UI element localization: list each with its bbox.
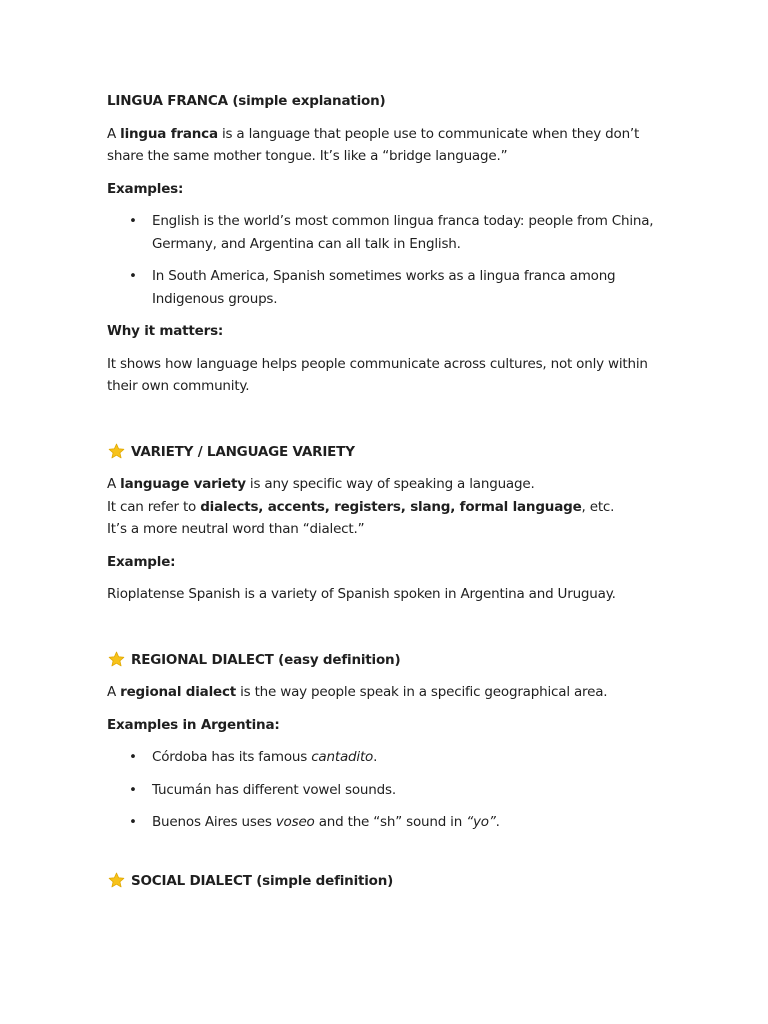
regional-dialect-definition: A regional dialect is the way people speak in a specific geographical area.: [107, 684, 608, 700]
bullet-icon: •: [129, 781, 137, 798]
lingua-franca-definition: A lingua franca is a language that people use to communicate when they don’t share the same mother tongue. It’s like a “bridge language.”: [107, 125, 640, 164]
lingua-franca-examples-label: Examples:: [107, 180, 184, 197]
star-icon: [107, 871, 126, 890]
list-item: • English is the world’s most common lingua franca today: people from China, Germany, and Argentina can all talk in English.: [107, 210, 662, 255]
variety-types-term: dialects, accents, registers, slang, formal language: [200, 498, 582, 515]
document-page: [107, 90, 662, 902]
variety-heading: VARIETY / LANGUAGE VARIETY: [107, 441, 662, 464]
lingua-franca-term: lingua franca: [120, 125, 218, 142]
lingua-franca-heading: LINGUA FRANCA (simple explanation): [107, 93, 386, 109]
bullet-icon: •: [129, 268, 137, 284]
list-item: • Buenos Aires uses voseo and the “sh” sound in “yo”.: [107, 811, 662, 834]
variety-definition-line2: It can refer to dialects, accents, registers, slang, formal language, etc.: [107, 498, 615, 515]
list-item: • Córdoba has its famous cantadito.: [107, 746, 662, 769]
bullet-icon: •: [129, 814, 137, 830]
bullet-icon: •: [129, 213, 137, 229]
star-icon: [107, 650, 126, 669]
why-it-matters-label: Why it matters:: [107, 323, 224, 339]
bullet-icon: •: [129, 749, 137, 765]
variety-example-label: Example:: [107, 553, 176, 570]
regional-examples-list: [107, 746, 662, 834]
social-dialect-heading: SOCIAL DIALECT (simple definition): [107, 870, 662, 893]
lingua-franca-examples-list: [107, 210, 662, 310]
regional-examples-label: Examples in Argentina:: [107, 716, 280, 733]
variety-example-text: Rioplatense Spanish is a variety of Spanish spoken in Argentina and Uruguay.: [107, 586, 616, 602]
regional-dialect-term: regional dialect: [120, 684, 237, 700]
variety-definition-line3: It’s a more neutral word than “dialect.”: [107, 521, 365, 537]
language-variety-term: language variety: [120, 476, 246, 492]
variety-definition-line1: A language variety is any specific way of speaking a language.: [107, 476, 535, 492]
star-icon: [107, 442, 126, 461]
list-item: • Tucumán has different vowel sounds.: [107, 779, 662, 802]
list-item: • In South America, Spanish sometimes works as a lingua franca among Indigenous groups.: [107, 265, 662, 310]
regional-dialect-heading: REGIONAL DIALECT (easy definition): [107, 649, 662, 672]
why-it-matters-text: It shows how language helps people communicate across cultures, not only within their own community.: [107, 355, 648, 394]
